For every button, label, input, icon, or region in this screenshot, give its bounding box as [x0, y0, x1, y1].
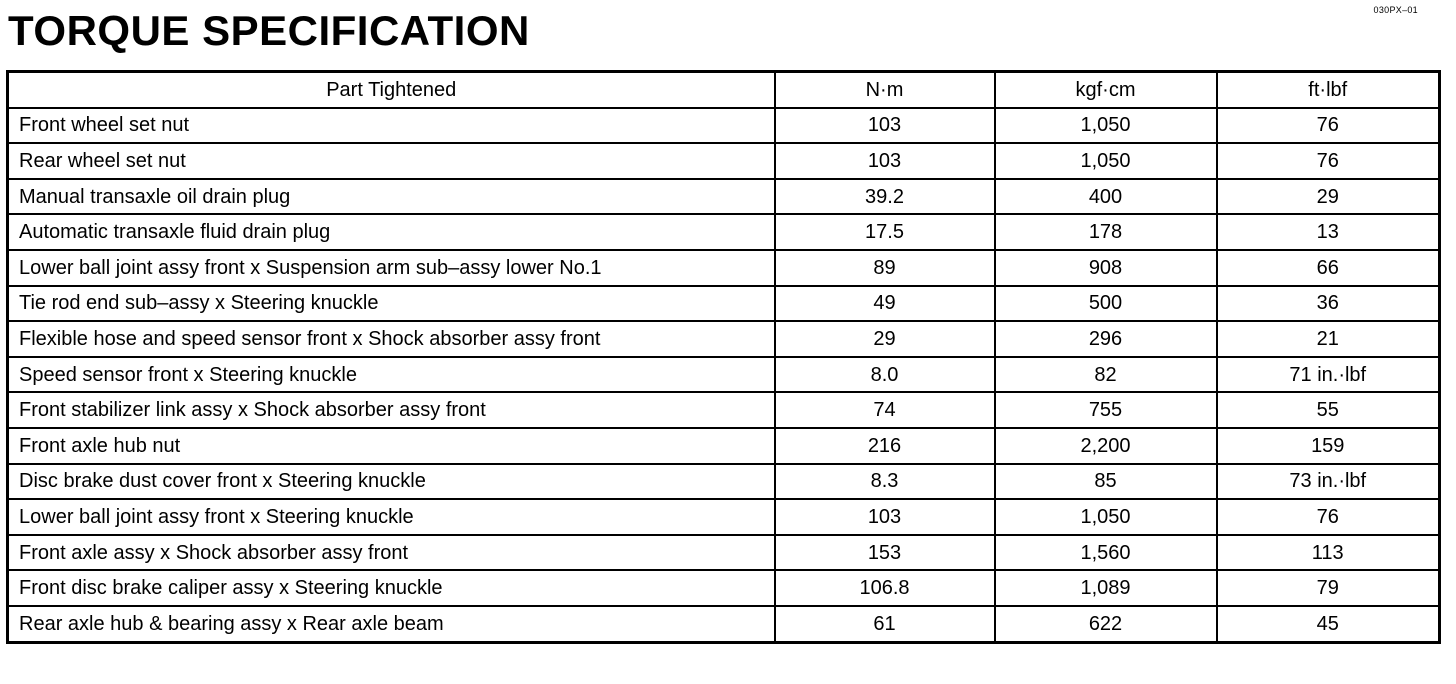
- cell-ft-lbf: 45: [1217, 606, 1440, 642]
- header-ft-lbf: ft·lbf: [1217, 72, 1440, 108]
- cell-kgf-cm: 1,089: [995, 570, 1217, 606]
- table-row: [8, 108, 1440, 144]
- page-title: TORQUE SPECIFICATION: [8, 7, 530, 54]
- table-row: [8, 143, 1440, 179]
- cell-ft-lbf: 76: [1217, 143, 1440, 179]
- cell-nm: 103: [775, 108, 995, 144]
- cell-part: Front stabilizer link assy x Shock absorber assy front: [8, 392, 775, 428]
- header-part-tightened: Part Tightened: [8, 72, 775, 108]
- cell-ft-lbf: 159: [1217, 428, 1440, 464]
- table-row: [8, 570, 1440, 606]
- table-row: [8, 357, 1440, 393]
- cell-nm: 103: [775, 499, 995, 535]
- cell-kgf-cm: 1,050: [995, 143, 1217, 179]
- table-row: [8, 392, 1440, 428]
- document-code: 030PX–01: [1373, 5, 1418, 15]
- cell-part: Front axle assy x Shock absorber assy front: [8, 535, 775, 571]
- cell-ft-lbf: 21: [1217, 321, 1440, 357]
- cell-part: Front wheel set nut: [8, 108, 775, 144]
- cell-nm: 106.8: [775, 570, 995, 606]
- table-row: [8, 286, 1440, 322]
- cell-kgf-cm: 622: [995, 606, 1217, 642]
- cell-kgf-cm: 296: [995, 321, 1217, 357]
- cell-kgf-cm: 755: [995, 392, 1217, 428]
- cell-kgf-cm: 1,050: [995, 499, 1217, 535]
- cell-nm: 17.5: [775, 214, 995, 250]
- cell-nm: 39.2: [775, 179, 995, 215]
- cell-kgf-cm: 908: [995, 250, 1217, 286]
- table-header-row: [8, 72, 1440, 108]
- cell-nm: 29: [775, 321, 995, 357]
- cell-ft-lbf: 71 in.·lbf: [1217, 357, 1440, 393]
- cell-kgf-cm: 500: [995, 286, 1217, 322]
- cell-part: Disc brake dust cover front x Steering knuckle: [8, 464, 775, 500]
- cell-kgf-cm: 82: [995, 357, 1217, 393]
- cell-ft-lbf: 76: [1217, 499, 1440, 535]
- table-row: [8, 214, 1440, 250]
- header-nm: N·m: [775, 72, 995, 108]
- table-row: [8, 535, 1440, 571]
- cell-kgf-cm: 178: [995, 214, 1217, 250]
- cell-part: Front axle hub nut: [8, 428, 775, 464]
- cell-ft-lbf: 13: [1217, 214, 1440, 250]
- cell-nm: 8.3: [775, 464, 995, 500]
- table-row: [8, 464, 1440, 500]
- cell-part: Manual transaxle oil drain plug: [8, 179, 775, 215]
- table-row: [8, 606, 1440, 642]
- cell-ft-lbf: 73 in.·lbf: [1217, 464, 1440, 500]
- cell-kgf-cm: 85: [995, 464, 1217, 500]
- cell-kgf-cm: 1,560: [995, 535, 1217, 571]
- cell-ft-lbf: 76: [1217, 108, 1440, 144]
- table-row: [8, 250, 1440, 286]
- cell-nm: 103: [775, 143, 995, 179]
- cell-part: Automatic transaxle fluid drain plug: [8, 214, 775, 250]
- cell-part: Flexible hose and speed sensor front x Shock absorber assy front: [8, 321, 775, 357]
- cell-kgf-cm: 1,050: [995, 108, 1217, 144]
- torque-spec-table: [6, 70, 1441, 644]
- cell-ft-lbf: 113: [1217, 535, 1440, 571]
- cell-nm: 61: [775, 606, 995, 642]
- cell-ft-lbf: 79: [1217, 570, 1440, 606]
- cell-part: Rear axle hub & bearing assy x Rear axle beam: [8, 606, 775, 642]
- cell-part: Tie rod end sub–assy x Steering knuckle: [8, 286, 775, 322]
- cell-kgf-cm: 400: [995, 179, 1217, 215]
- cell-ft-lbf: 55: [1217, 392, 1440, 428]
- cell-part: Lower ball joint assy front x Suspension arm sub–assy lower No.1: [8, 250, 775, 286]
- header-kgf-cm: kgf·cm: [995, 72, 1217, 108]
- cell-part: Rear wheel set nut: [8, 143, 775, 179]
- table-row: [8, 428, 1440, 464]
- cell-kgf-cm: 2,200: [995, 428, 1217, 464]
- cell-part: Lower ball joint assy front x Steering knuckle: [8, 499, 775, 535]
- cell-ft-lbf: 36: [1217, 286, 1440, 322]
- cell-part: Front disc brake caliper assy x Steering knuckle: [8, 570, 775, 606]
- cell-nm: 8.0: [775, 357, 995, 393]
- cell-nm: 89: [775, 250, 995, 286]
- cell-nm: 153: [775, 535, 995, 571]
- table-row: [8, 321, 1440, 357]
- table-row: [8, 499, 1440, 535]
- cell-ft-lbf: 66: [1217, 250, 1440, 286]
- table-row: [8, 179, 1440, 215]
- cell-nm: 216: [775, 428, 995, 464]
- cell-part: Speed sensor front x Steering knuckle: [8, 357, 775, 393]
- cell-ft-lbf: 29: [1217, 179, 1440, 215]
- cell-nm: 49: [775, 286, 995, 322]
- cell-nm: 74: [775, 392, 995, 428]
